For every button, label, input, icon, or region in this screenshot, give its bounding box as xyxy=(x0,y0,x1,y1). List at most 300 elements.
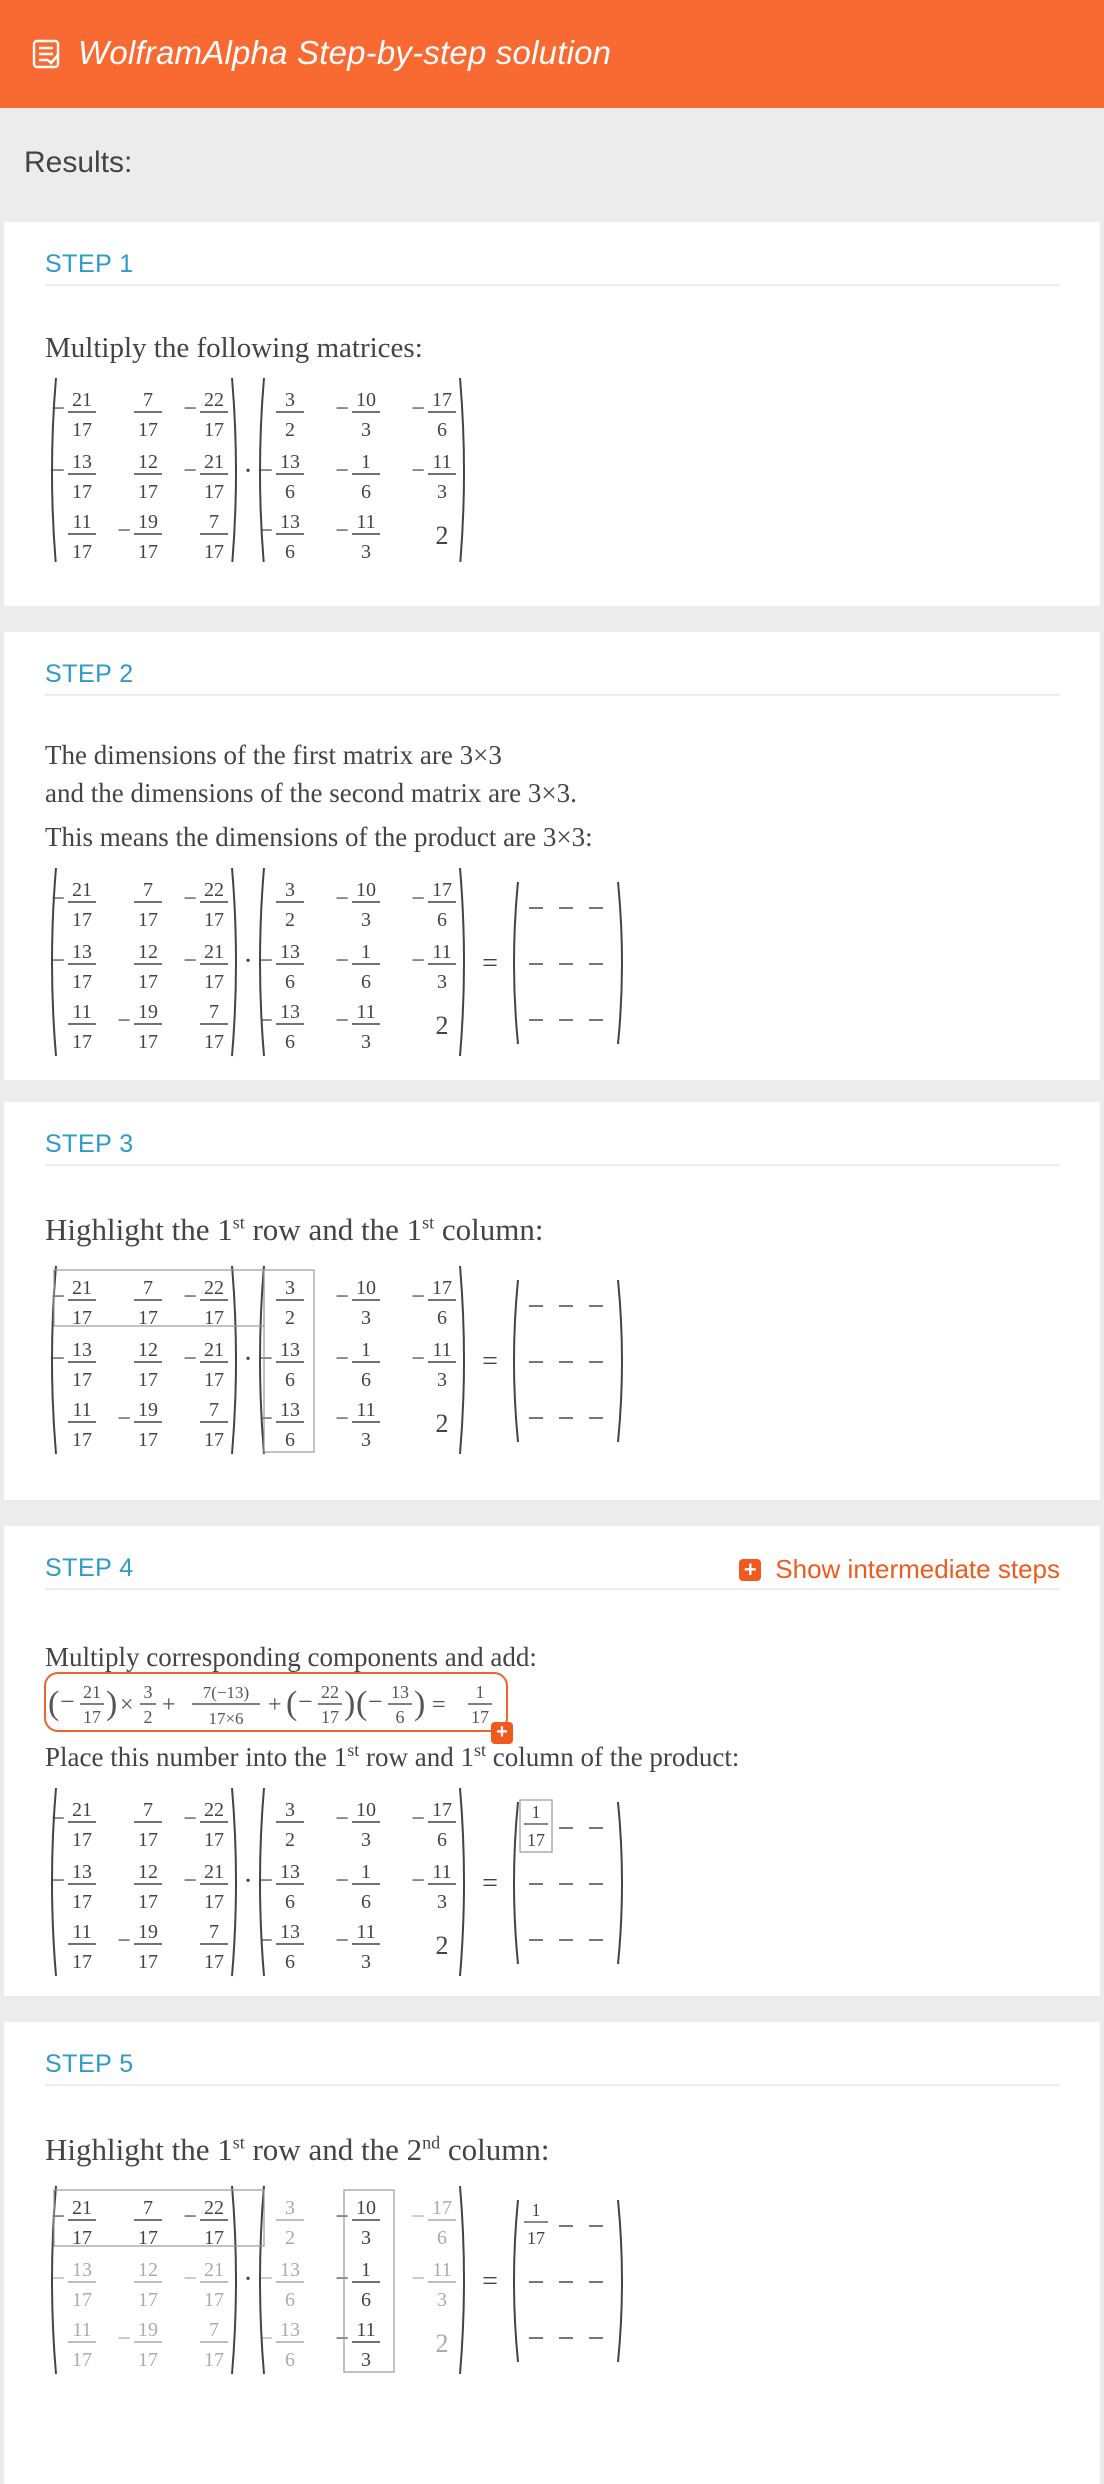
fraction-numerator: 11 xyxy=(356,1399,376,1421)
fraction-denominator: 17 xyxy=(72,1369,92,1391)
fraction-denominator: 17 xyxy=(72,909,92,931)
equals-sign: = xyxy=(482,1346,498,1377)
fraction-denominator: 17 xyxy=(138,419,158,441)
matrix-entry xyxy=(68,1001,96,1053)
fraction-denominator: 17 xyxy=(72,2289,92,2311)
divider xyxy=(45,1164,1060,1166)
step-2-card xyxy=(4,632,1100,1080)
matrix-entry xyxy=(335,1339,380,1391)
step-text: Multiply the following matrices: xyxy=(45,332,423,364)
fraction-numerator: 7 xyxy=(209,1399,219,1421)
minus-sign: − xyxy=(51,948,65,974)
fraction-numerator: 7 xyxy=(143,389,153,411)
minus-sign: − xyxy=(51,1284,65,1310)
fraction-denominator: 3 xyxy=(361,1951,371,1973)
matrix-product-expression xyxy=(44,1260,804,1470)
minus-sign: − xyxy=(411,886,425,912)
equals-sign: = xyxy=(482,2266,498,2297)
fraction-denominator: 6 xyxy=(437,2227,447,2249)
fraction-numerator: 1 xyxy=(475,1682,485,1702)
minus-sign: − xyxy=(183,886,197,912)
matrix-entry xyxy=(183,941,228,993)
product-right-bracket xyxy=(618,882,622,1044)
divider xyxy=(45,1588,1060,1590)
matrix-entry xyxy=(134,1277,162,1329)
fraction-numerator: 11 xyxy=(72,2319,92,2341)
fraction-numerator: 12 xyxy=(138,451,158,473)
matrix-entry xyxy=(200,1001,228,1053)
fraction-numerator: 11 xyxy=(432,451,452,473)
matrix-entry xyxy=(276,389,304,441)
fraction-denominator: 6 xyxy=(361,971,371,993)
fraction-denominator: 3 xyxy=(437,2289,447,2311)
fraction-numerator: 11 xyxy=(356,1001,376,1023)
product-right-bracket xyxy=(618,1280,622,1442)
fraction-denominator: 3 xyxy=(437,481,447,503)
minus-sign: − xyxy=(51,2204,65,2230)
matrix-integer: 2 xyxy=(435,1931,449,1960)
fraction-denominator: 6 xyxy=(285,481,295,503)
fraction-numerator: 11 xyxy=(356,1921,376,1943)
fraction-denominator: 17 xyxy=(204,541,224,562)
fraction-denominator: 17 xyxy=(138,1429,158,1451)
step-label: STEP 3 xyxy=(45,1130,134,1158)
fraction-numerator: 17 xyxy=(432,2197,452,2219)
fraction-numerator: 10 xyxy=(356,1277,376,1299)
fraction-denominator: 2 xyxy=(285,1307,295,1329)
matrix-entry xyxy=(411,1799,456,1851)
matrix-integer: 2 xyxy=(435,1011,449,1040)
fraction-denominator: 2 xyxy=(285,1829,295,1851)
fraction-denominator: 3 xyxy=(361,1829,371,1851)
fraction-denominator: 3 xyxy=(361,2227,371,2249)
fraction-denominator: 17 xyxy=(138,971,158,993)
matrix-entry xyxy=(436,1409,449,1438)
fraction-numerator: 13 xyxy=(391,1682,409,1702)
matrix-right-bracket xyxy=(232,2186,236,2374)
fraction-denominator: 17×6 xyxy=(208,1709,244,1728)
step-text: Place this number into the 1st row and 1st column of the product: xyxy=(45,1740,740,1772)
matrix-entry xyxy=(335,389,380,441)
fraction-numerator: 12 xyxy=(138,1861,158,1883)
minus-sign: − xyxy=(51,2266,65,2292)
matrix-entry xyxy=(335,1861,380,1913)
minus-sign: − xyxy=(335,1868,349,1894)
minus-sign: − xyxy=(335,2326,349,2352)
fraction-denominator: 3 xyxy=(361,909,371,931)
matrix-entry xyxy=(51,1799,96,1851)
matrix-entry xyxy=(68,511,96,562)
step-5-card xyxy=(4,2022,1100,2484)
fraction-numerator: 13 xyxy=(280,511,300,533)
fraction-denominator: 17 xyxy=(72,1307,92,1329)
divider xyxy=(45,284,1060,286)
svg-text:−: − xyxy=(298,1687,313,1716)
fraction-numerator: 21 xyxy=(204,941,224,963)
step-text: and the dimensions of the second matrix are 3×3. xyxy=(45,778,577,808)
multiplication-dot: · xyxy=(243,946,253,977)
fraction-denominator: 17 xyxy=(138,541,158,562)
matrix-entry xyxy=(200,1399,228,1451)
fraction-denominator: 17 xyxy=(72,541,92,562)
fraction-denominator: 6 xyxy=(437,419,447,441)
fraction-denominator: 3 xyxy=(437,1891,447,1913)
matrix-entry xyxy=(335,1399,380,1451)
show-intermediate-steps-button[interactable] xyxy=(739,1554,1060,1585)
fraction-numerator: 7 xyxy=(209,2319,219,2341)
fraction-denominator: 17 xyxy=(471,1707,489,1727)
matrix-product-expression xyxy=(44,1782,744,1982)
fraction-denominator: 17 xyxy=(204,1951,224,1973)
fraction-denominator: 17 xyxy=(138,1307,158,1329)
minus-sign: − xyxy=(411,1868,425,1894)
fraction-numerator: 7 xyxy=(209,1001,219,1023)
fraction-numerator: 21 xyxy=(72,2197,92,2219)
matrix-entry xyxy=(117,1921,162,1973)
product-denominator: 17 xyxy=(527,1830,545,1850)
minus-sign: − xyxy=(335,518,349,544)
matrix-entry xyxy=(335,1277,380,1329)
fraction-numerator: 7 xyxy=(143,1277,153,1299)
plus-sign: + xyxy=(162,1692,176,1718)
fraction-numerator: 13 xyxy=(280,451,300,473)
matrix-entry xyxy=(183,1277,228,1329)
fraction-denominator: 17 xyxy=(204,2289,224,2311)
minus-sign: − xyxy=(51,1868,65,1894)
svg-text:(: ( xyxy=(356,1685,368,1722)
matrix-entry xyxy=(276,1799,304,1851)
matrix-entry xyxy=(259,1861,304,1913)
matrix-entry xyxy=(183,389,228,441)
fraction-numerator: 11 xyxy=(72,511,92,533)
fraction-denominator: 17 xyxy=(204,1429,224,1451)
equals-sign: = xyxy=(432,1692,446,1718)
matrix-entry xyxy=(68,2319,96,2371)
fraction-denominator: 17 xyxy=(204,971,224,993)
minus-sign: − xyxy=(51,886,65,912)
matrix-entry xyxy=(183,1861,228,1913)
fraction-denominator: 6 xyxy=(361,2289,371,2311)
fraction-numerator: 11 xyxy=(356,2319,376,2341)
fraction-denominator: 17 xyxy=(72,1891,92,1913)
fraction-denominator: 17 xyxy=(83,1707,101,1727)
minus-sign: − xyxy=(183,2204,197,2230)
fraction-numerator: 13 xyxy=(72,1861,92,1883)
fraction-numerator: 13 xyxy=(280,2319,300,2341)
fraction-numerator: 13 xyxy=(72,1339,92,1361)
fraction-numerator: 7(−13) xyxy=(202,1683,250,1702)
matrix-entry xyxy=(117,511,162,562)
fraction-denominator: 2 xyxy=(285,419,295,441)
fraction-denominator: 6 xyxy=(361,1369,371,1391)
matrix-entry xyxy=(51,1277,96,1329)
svg-text:(: ( xyxy=(286,1685,298,1722)
fraction-numerator: 12 xyxy=(138,941,158,963)
matrix-entry xyxy=(436,1931,449,1960)
fraction-numerator: 10 xyxy=(356,2197,376,2219)
step-label: STEP 4 xyxy=(45,1554,134,1582)
matrix-entry xyxy=(117,2319,162,2371)
fraction-numerator: 1 xyxy=(361,2259,371,2281)
step-text: The dimensions of the first matrix are 3×3 xyxy=(45,740,502,770)
app-header xyxy=(0,0,1104,108)
step-text: Multiply corresponding components and add: xyxy=(45,1642,537,1672)
fraction-numerator: 10 xyxy=(356,389,376,411)
minus-sign: − xyxy=(335,1406,349,1432)
fraction-denominator: 17 xyxy=(138,1031,158,1053)
matrix-entry xyxy=(117,1001,162,1053)
matrix-right-bracket xyxy=(460,2186,464,2374)
product-left-bracket xyxy=(514,2200,518,2362)
matrix-entry xyxy=(259,2259,304,2311)
fraction-denominator: 6 xyxy=(437,909,447,931)
step-label: STEP 5 xyxy=(45,2050,134,2078)
fraction-denominator: 6 xyxy=(285,1031,295,1053)
step-4-card xyxy=(4,1526,1100,1996)
matrix-entry xyxy=(134,2259,162,2311)
matrix-entry xyxy=(436,521,449,550)
product-numerator: 1 xyxy=(531,2200,541,2220)
minus-sign: − xyxy=(411,1284,425,1310)
fraction-denominator: 17 xyxy=(72,2349,92,2371)
fraction-numerator: 11 xyxy=(432,941,452,963)
fraction-numerator: 17 xyxy=(432,1277,452,1299)
fraction-numerator: 1 xyxy=(361,1339,371,1361)
checklist-icon xyxy=(32,38,62,70)
multiplication-dot: · xyxy=(243,1344,253,1375)
matrix-entry xyxy=(134,2197,162,2249)
fraction-numerator: 21 xyxy=(72,389,92,411)
fraction-denominator: 3 xyxy=(361,1429,371,1451)
fraction-denominator: 3 xyxy=(437,971,447,993)
multiplication-dot: · xyxy=(243,2264,253,2295)
fraction-denominator: 3 xyxy=(361,1031,371,1053)
show-intermediate-steps-label: Show intermediate steps xyxy=(775,1554,1060,1584)
matrix-entry xyxy=(51,941,96,993)
svg-text:): ) xyxy=(344,1685,356,1722)
product-denominator: 17 xyxy=(527,2228,545,2248)
fraction-numerator: 21 xyxy=(204,451,224,473)
minus-sign: − xyxy=(259,2266,273,2292)
matrix-entry xyxy=(183,1799,228,1851)
fraction-numerator: 19 xyxy=(138,511,158,533)
matrix-integer: 2 xyxy=(435,521,449,550)
matrix-product-expression xyxy=(44,2180,804,2390)
matrix-entry xyxy=(68,1921,96,1973)
minus-sign: − xyxy=(117,1928,131,1954)
matrix-right-bracket xyxy=(460,378,464,562)
matrix-entry xyxy=(183,451,228,503)
fraction-numerator: 10 xyxy=(356,879,376,901)
fraction-numerator: 3 xyxy=(285,879,295,901)
fraction-numerator: 3 xyxy=(143,1682,153,1702)
fraction-numerator: 21 xyxy=(83,1682,101,1702)
step-label: STEP 2 xyxy=(45,660,134,688)
product-left-bracket xyxy=(514,1280,518,1442)
matrix-entry xyxy=(411,1339,456,1391)
fraction-numerator: 19 xyxy=(138,1001,158,1023)
fraction-denominator: 2 xyxy=(285,2227,295,2249)
fraction-denominator: 17 xyxy=(138,481,158,503)
minus-sign: − xyxy=(259,2326,273,2352)
fraction-denominator: 17 xyxy=(204,2349,224,2371)
svg-text:): ) xyxy=(106,1685,118,1722)
minus-sign: − xyxy=(335,1284,349,1310)
minus-sign: − xyxy=(259,518,273,544)
fraction-denominator: 17 xyxy=(138,2227,158,2249)
fraction-denominator: 3 xyxy=(437,1369,447,1391)
fraction-numerator: 1 xyxy=(361,451,371,473)
matrix-entry xyxy=(51,2259,96,2311)
fraction-numerator: 22 xyxy=(204,2197,224,2219)
fraction-numerator: 13 xyxy=(280,1921,300,1943)
fraction-denominator: 17 xyxy=(138,2289,158,2311)
minus-sign: − xyxy=(335,1008,349,1034)
fraction-denominator: 17 xyxy=(72,1951,92,1973)
fraction-denominator: 17 xyxy=(72,1429,92,1451)
fraction-numerator: 1 xyxy=(361,941,371,963)
minus-sign: − xyxy=(411,396,425,422)
matrix-entry xyxy=(51,879,96,931)
fraction-denominator: 17 xyxy=(204,1307,224,1329)
fraction-numerator: 13 xyxy=(280,2259,300,2281)
matrix-entry xyxy=(335,451,380,503)
fraction-numerator: 7 xyxy=(143,1799,153,1821)
minus-sign: − xyxy=(335,948,349,974)
minus-sign: − xyxy=(259,1008,273,1034)
matrix-product-expression xyxy=(44,862,744,1062)
matrix-entry xyxy=(411,2197,456,2249)
minus-sign: − xyxy=(259,458,273,484)
fraction-numerator: 13 xyxy=(72,451,92,473)
minus-sign: − xyxy=(259,1346,273,1372)
fraction-denominator: 17 xyxy=(204,1369,224,1391)
fraction-numerator: 11 xyxy=(432,2259,452,2281)
step-text: This means the dimensions of the product are 3×3: xyxy=(45,822,593,852)
matrix-entry xyxy=(411,941,456,993)
fraction-numerator: 11 xyxy=(356,511,376,533)
fraction-numerator: 21 xyxy=(204,1339,224,1361)
fraction-numerator: 1 xyxy=(361,1861,371,1883)
fraction-numerator: 12 xyxy=(138,1339,158,1361)
fraction-denominator: 17 xyxy=(72,2227,92,2249)
minus-sign: − xyxy=(51,396,65,422)
matrix-entry xyxy=(134,389,162,441)
matrix-entry xyxy=(335,1001,380,1053)
fraction-denominator: 17 xyxy=(138,1951,158,1973)
matrix-entry xyxy=(134,941,162,993)
minus-sign: − xyxy=(183,1806,197,1832)
fraction-numerator: 7 xyxy=(143,879,153,901)
fraction-numerator: 7 xyxy=(209,1921,219,1943)
minus-sign: − xyxy=(335,886,349,912)
fraction-denominator: 2 xyxy=(143,1707,153,1727)
matrix-entry xyxy=(200,511,228,562)
fraction-numerator: 3 xyxy=(285,1277,295,1299)
matrix-entry xyxy=(259,2319,304,2371)
matrix-entry xyxy=(276,1277,304,1329)
fraction-denominator: 6 xyxy=(285,1951,295,1973)
fraction-numerator: 22 xyxy=(204,1799,224,1821)
matrix-entry xyxy=(51,1861,96,1913)
fraction-denominator: 3 xyxy=(361,419,371,441)
matrix-entry xyxy=(411,879,456,931)
matrix-entry xyxy=(68,1399,96,1451)
matrix-entry xyxy=(51,451,96,503)
fraction-denominator: 3 xyxy=(361,541,371,562)
minus-sign: − xyxy=(259,1868,273,1894)
matrix-entry xyxy=(335,941,380,993)
minus-sign: − xyxy=(259,948,273,974)
fraction-denominator: 6 xyxy=(361,1891,371,1913)
fraction-numerator: 21 xyxy=(204,1861,224,1883)
fraction-denominator: 17 xyxy=(72,1031,92,1053)
fraction-numerator: 19 xyxy=(138,2319,158,2341)
fraction-numerator: 13 xyxy=(280,1399,300,1421)
matrix-entry xyxy=(436,1011,449,1040)
matrix-entry xyxy=(335,511,380,562)
minus-sign: − xyxy=(51,1346,65,1372)
product-right-bracket xyxy=(618,1802,622,1964)
matrix-entry xyxy=(436,2329,449,2358)
matrix-right-bracket xyxy=(232,868,236,1056)
matrix-entry xyxy=(411,451,456,503)
equals-sign: = xyxy=(482,1868,498,1899)
fraction-denominator: 6 xyxy=(285,541,295,562)
minus-sign: − xyxy=(117,1008,131,1034)
matrix-right-bracket xyxy=(232,1788,236,1976)
matrix-entry xyxy=(335,2319,380,2371)
fraction-numerator: 13 xyxy=(72,941,92,963)
minus-sign: − xyxy=(183,458,197,484)
fraction-denominator: 6 xyxy=(395,1707,405,1727)
fraction-numerator: 19 xyxy=(138,1921,158,1943)
fraction-numerator: 13 xyxy=(72,2259,92,2281)
fraction-numerator: 10 xyxy=(356,1799,376,1821)
divider xyxy=(45,694,1060,696)
svg-text:): ) xyxy=(414,1685,426,1722)
matrix-entry xyxy=(276,879,304,931)
fraction-denominator: 6 xyxy=(285,1369,295,1391)
fraction-denominator: 17 xyxy=(72,481,92,503)
matrix-right-bracket xyxy=(232,378,236,562)
expand-plus-icon[interactable]: + xyxy=(491,1722,513,1744)
matrix-entry xyxy=(117,1399,162,1451)
minus-sign: − xyxy=(411,1346,425,1372)
minus-sign: − xyxy=(183,1868,197,1894)
matrix-entry xyxy=(259,511,304,562)
minus-sign: − xyxy=(183,396,197,422)
svg-text:−: − xyxy=(368,1687,383,1716)
matrix-right-bracket xyxy=(460,868,464,1056)
matrix-product-expression xyxy=(44,372,664,562)
fraction-numerator: 13 xyxy=(280,1861,300,1883)
matrix-entry xyxy=(51,1339,96,1391)
fraction-denominator: 6 xyxy=(285,2349,295,2371)
matrix-entry xyxy=(183,879,228,931)
results-label: Results: xyxy=(24,146,133,179)
matrix-entry xyxy=(259,941,304,993)
fraction-denominator: 3 xyxy=(361,2349,371,2371)
plus-icon: + xyxy=(739,1559,761,1581)
fraction-denominator: 17 xyxy=(204,1891,224,1913)
minus-sign: − xyxy=(183,1284,197,1310)
fraction-denominator: 17 xyxy=(204,1829,224,1851)
minus-sign: − xyxy=(411,2266,425,2292)
fraction-denominator: 6 xyxy=(437,1307,447,1329)
fraction-numerator: 17 xyxy=(432,389,452,411)
fraction-numerator: 11 xyxy=(432,1861,452,1883)
